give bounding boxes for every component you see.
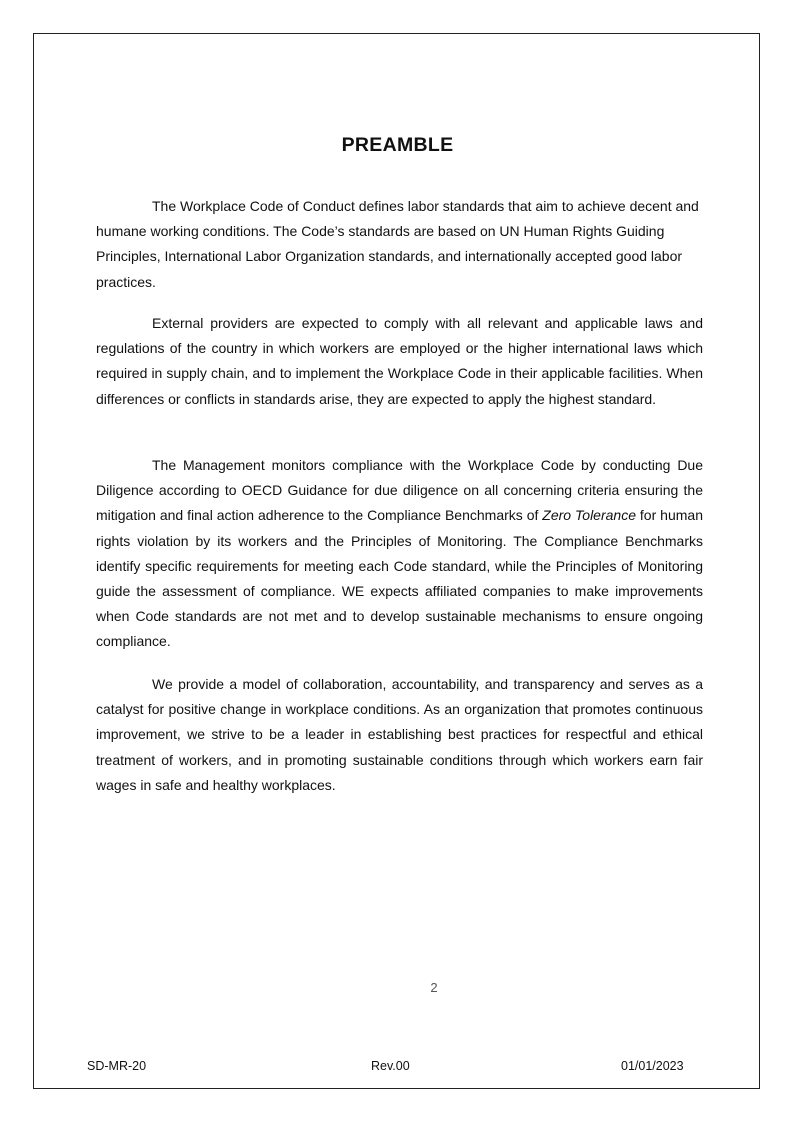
- paragraph-3-text-before: The Management monitors compliance with the Workplace Code by conducting Due Diligence according to OECD Guidance for due diligence on all concerning criteria ensuring the mitigation and final action adherence to the Compliance Benchmarks of: [96, 457, 703, 524]
- page-title: PREAMBLE: [341, 134, 454, 156]
- paragraph-3-text-after: for human rights violation by its workers and the Principles of Monitoring. The Compliance Benchmarks identify specific requirements for meeting each Code standard, while the Principles of Monitoring guide the assessment of compliance. WE expects affiliated companies to make improvements when Code standards are not met and to develop sustainable mechanisms to ensure ongoing compliance.: [96, 507, 703, 650]
- paragraph-4: We provide a model of collaboration, accountability, and transparency and serves as a catalyst for positive change in workplace conditions. As an organization that promotes continuous improvement, we strive to be a leader in establishing best practices for respectful and ethical treatment of workers, and in promoting sustainable conditions through which workers earn fair wages in safe and healthy workplaces.: [96, 676, 703, 793]
- paragraph-3: [96, 453, 703, 655]
- zero-tolerance-emphasis: Zero Tolerance: [542, 507, 636, 524]
- page-number: 2: [430, 980, 438, 995]
- paragraph-1: The Workplace Code of Conduct defines labor standards that aim to achieve decent and humane working conditions. The Code’s standards are based on UN Human Rights Guiding Principles, International Labor Organization standards, and internationally accepted good labor practices.: [96, 198, 699, 290]
- footer-doc-code: SD-MR-20: [87, 1059, 147, 1073]
- footer-date: 01/01/2023: [621, 1059, 684, 1073]
- footer-revision: Rev.00: [371, 1059, 410, 1073]
- paragraph-2: External providers are expected to comply with all relevant and applicable laws and regulations of the country in which workers are employed or the higher international laws which required in supply chain, and to implement the Workplace Code in their applicable facilities. When differences or conflicts in standards arise, they are expected to apply the highest standard.: [96, 315, 703, 407]
